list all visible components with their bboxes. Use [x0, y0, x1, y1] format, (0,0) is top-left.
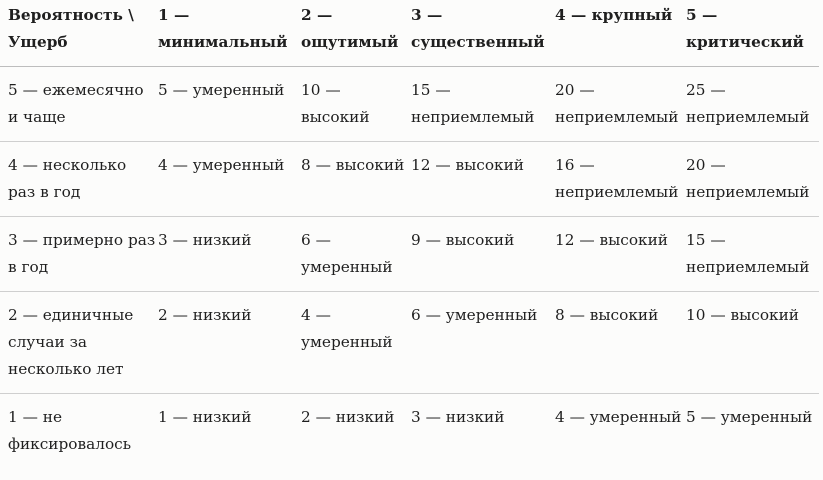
table-cell: 4 — умеренный: [555, 408, 682, 426]
table-cell: 8 — высокий: [301, 156, 405, 174]
table-cell: 4 — умеренный: [158, 156, 285, 174]
table-cell: 9 — высокий: [411, 231, 515, 249]
table-row: [0, 142, 819, 217]
table-cell: 15 — неприемлемый: [686, 231, 810, 276]
table-cell: 5 — умеренный: [686, 408, 813, 426]
table-header-row: [0, 0, 819, 67]
table-row: [0, 394, 819, 469]
table-cell: 10 — высокий: [686, 306, 800, 324]
table-cell: 12 — высокий: [411, 156, 525, 174]
row-label-probability-5: 5 — ежемесячно и чаще: [8, 81, 144, 126]
corner-header: Вероятность \ Ущерб: [8, 6, 134, 51]
table-cell: 2 — низкий: [301, 408, 395, 426]
column-header-impact-2: 2 — ощутимый: [301, 6, 399, 51]
table-cell: 3 — низкий: [158, 231, 252, 249]
column-header-impact-5: 5 — критический: [686, 6, 804, 51]
column-header-impact-4: 4 — крупный: [555, 6, 673, 24]
table-cell: 2 — низкий: [158, 306, 252, 324]
table-cell: 3 — низкий: [411, 408, 505, 426]
table-cell: 12 — высокий: [555, 231, 669, 249]
column-header-impact-1: 1 — минимальный: [158, 6, 288, 51]
table-cell: 10 — высокий: [301, 81, 370, 126]
table-cell: 25 — неприемлемый: [686, 81, 810, 126]
table-cell: 20 — неприемлемый: [555, 81, 679, 126]
table-cell: 1 — низкий: [158, 408, 252, 426]
table-cell: 8 — высокий: [555, 306, 659, 324]
table-cell: 5 — умеренный: [158, 81, 285, 99]
row-label-probability-2: 2 — единичные случаи за несколько лет: [8, 306, 134, 378]
table-row: [0, 292, 819, 394]
table-cell: 6 — умеренный: [411, 306, 538, 324]
table-row: [0, 217, 819, 292]
table-cell: 15 — неприемлемый: [411, 81, 535, 126]
row-label-probability-3: 3 — примерно раз в год: [8, 231, 156, 276]
table-cell: 20 — неприемлемый: [686, 156, 810, 201]
row-label-probability-1: 1 — не фиксировалось: [8, 408, 132, 453]
row-label-probability-4: 4 — несколько раз в год: [8, 156, 127, 201]
table-cell: 6 — умеренный: [301, 231, 393, 276]
column-header-impact-3: 3 — существенный: [411, 6, 545, 51]
table-row: [0, 67, 819, 142]
table-cell: 16 — неприемлемый: [555, 156, 679, 201]
table-cell: 4 — умеренный: [301, 306, 393, 351]
